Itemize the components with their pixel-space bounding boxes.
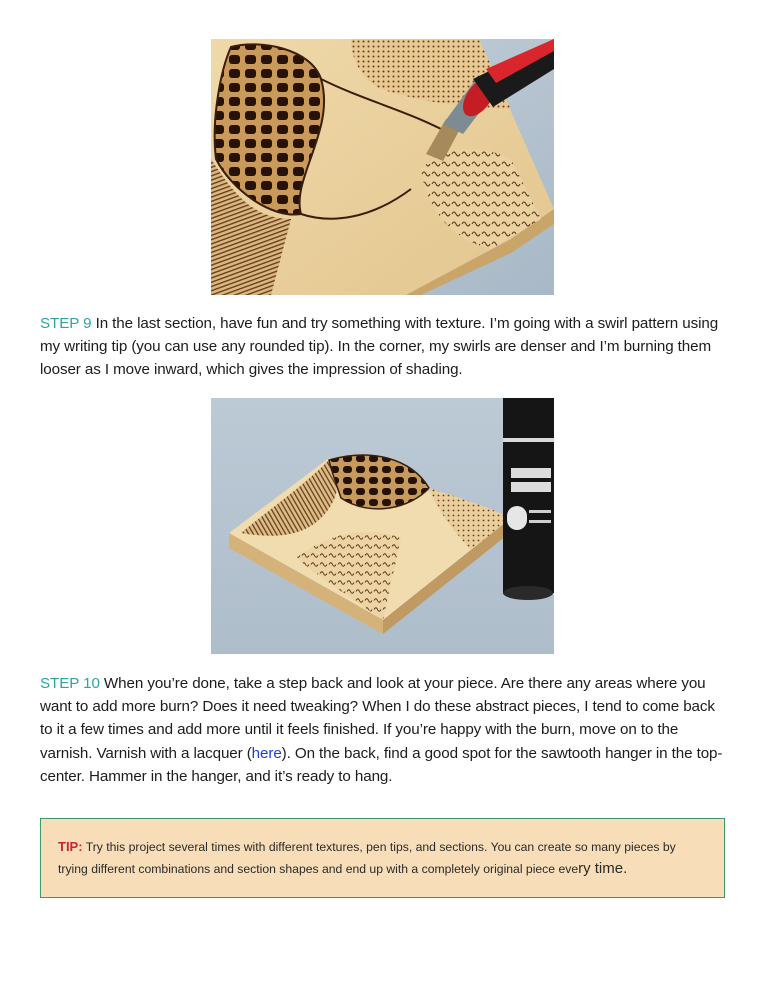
photo-2-illustration [211, 398, 554, 654]
step-10-text-after-link: ). On the back, find a good spot for the sawtooth hanger in the top-center. Hammer in the hanger, and it’s ready to hang. [40, 744, 723, 785]
tip-label: TIP: [58, 839, 83, 854]
step-9-text: In the last section, have fun and try something with texture. I’m going with a swirl pattern using my writing tip (you can use any rounded tip). In the corner, my swirls are denser and I’m burning them looser as I move inward, which gives the impression of shading. [40, 315, 719, 379]
step-10-label: STEP 10 [40, 675, 100, 692]
tip-box [40, 818, 725, 898]
tip-text: Try this project several times with different textures, pen tips, and sections. You can create so many pieces by trying different combinations and section shapes and end up with a completely original piece eve [58, 840, 676, 876]
step-9-paragraph [40, 312, 730, 382]
step-9-label: STEP 9 [40, 315, 92, 332]
lacquer-link[interactable]: here [251, 744, 282, 762]
step-10-text-before-link: When you’re done, take a step back and look at your piece. Are there any areas where you want to add more burn? Does it need tweaking? When I do these abstract pieces, I tend to come back to it a few times and add more until it feels finished. If you’re happy with the burn, move on to the varnish. Varnish with a lacquer ( [40, 675, 715, 762]
finished-board-with-lacquer-photo-icon [211, 398, 554, 654]
pyrography-burning-photo-icon [211, 39, 554, 295]
tip-text-end: ry time. [578, 860, 628, 877]
step-10-paragraph [40, 672, 730, 788]
photo-1-illustration [211, 39, 554, 295]
